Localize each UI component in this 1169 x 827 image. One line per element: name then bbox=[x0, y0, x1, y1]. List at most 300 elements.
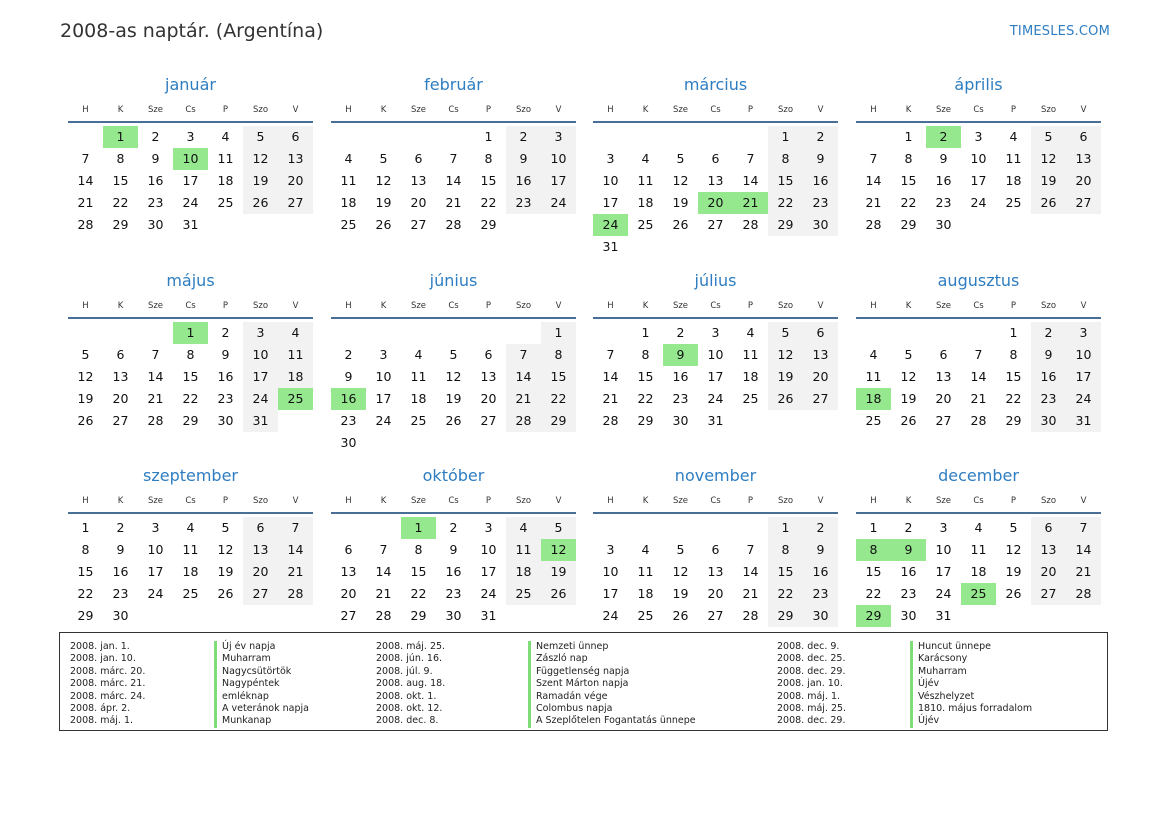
weekday-label: Sze bbox=[147, 496, 164, 506]
day-cell: 27 bbox=[112, 413, 129, 428]
legend-date: 2008. dec. 8. bbox=[376, 715, 439, 727]
month-block bbox=[593, 462, 838, 627]
month-block bbox=[856, 462, 1101, 627]
day-cell: 10 bbox=[602, 173, 619, 188]
day-cell: 17 bbox=[182, 173, 199, 188]
day-cell: 9 bbox=[1031, 344, 1066, 366]
month-name: november bbox=[674, 466, 757, 485]
day-cell: 29 bbox=[480, 217, 497, 232]
month-name: március bbox=[683, 75, 748, 94]
legend-holiday-name: Újév bbox=[910, 715, 1032, 727]
day-cell: 13 bbox=[410, 173, 427, 188]
day-cell: 21 bbox=[1066, 561, 1101, 583]
month-block bbox=[593, 71, 838, 258]
day-cell: 1 bbox=[869, 520, 878, 535]
day-cell: 20 bbox=[803, 366, 838, 388]
day-cell: 12 bbox=[77, 369, 94, 384]
day-cell: 2 bbox=[803, 126, 838, 148]
weekday-header bbox=[68, 490, 313, 514]
day-cell: 21 bbox=[77, 195, 94, 210]
day-cell: 26 bbox=[768, 388, 803, 410]
day-cell: 15 bbox=[768, 170, 803, 192]
day-cell: 18 bbox=[637, 195, 654, 210]
day-cell: 7 bbox=[974, 347, 983, 362]
legend-date: 2008. okt. 1. bbox=[376, 690, 437, 702]
month-block bbox=[331, 462, 576, 627]
day-cell: 30 bbox=[217, 413, 234, 428]
day-cell: 4 bbox=[344, 151, 353, 166]
day-cell: 5 bbox=[676, 151, 685, 166]
weekday-label: V bbox=[555, 301, 562, 311]
weekday-label: K bbox=[905, 105, 912, 115]
day-cell: 13 bbox=[935, 369, 952, 384]
month-name: január bbox=[165, 75, 216, 94]
day-cell: 12 bbox=[375, 173, 392, 188]
day-cell: 8 bbox=[414, 542, 423, 557]
legend-holiday-name: A veteránok napja bbox=[214, 703, 309, 715]
day-cell: 3 bbox=[151, 520, 160, 535]
day-cell: 19 bbox=[1005, 564, 1022, 579]
day-cell: 8 bbox=[768, 539, 803, 561]
day-cell: 2 bbox=[151, 129, 160, 144]
legend-holiday-name: Újév bbox=[910, 678, 1032, 690]
month-name: február bbox=[424, 75, 483, 94]
weekday-label: P bbox=[485, 496, 492, 506]
day-cell: 17 bbox=[970, 173, 987, 188]
holiday-day-cell: 1 bbox=[173, 322, 208, 344]
day-cell: 24 bbox=[375, 413, 392, 428]
day-cell: 4 bbox=[1009, 129, 1018, 144]
legend-holiday-name: Nemzeti ünnep bbox=[528, 641, 696, 653]
day-cell: 25 bbox=[865, 413, 882, 428]
day-cell: 24 bbox=[541, 192, 576, 214]
day-cell: 31 bbox=[602, 239, 619, 254]
day-cell: 17 bbox=[243, 366, 278, 388]
weekday-label: K bbox=[380, 301, 387, 311]
day-cell: 28 bbox=[77, 217, 94, 232]
day-cell: 12 bbox=[768, 344, 803, 366]
day-cell: 12 bbox=[672, 173, 689, 188]
day-cell: 7 bbox=[506, 344, 541, 366]
empty-cell bbox=[593, 126, 628, 148]
day-cell: 27 bbox=[243, 583, 278, 605]
weekday-label: Cs bbox=[448, 301, 459, 311]
empty-cell bbox=[506, 322, 541, 344]
days-grid bbox=[593, 126, 838, 258]
day-cell: 10 bbox=[147, 542, 164, 557]
weekday-label: Szo bbox=[1040, 301, 1057, 311]
day-cell: 17 bbox=[147, 564, 164, 579]
day-cell: 22 bbox=[182, 391, 199, 406]
day-cell: 12 bbox=[900, 369, 917, 384]
weekday-label: Szo bbox=[252, 105, 269, 115]
day-cell: 26 bbox=[900, 413, 917, 428]
day-cell: 8 bbox=[81, 542, 90, 557]
day-cell: 10 bbox=[602, 564, 619, 579]
weekday-label: Cs bbox=[185, 301, 196, 311]
legend-date: 2008. máj. 1. bbox=[777, 690, 841, 702]
day-cell: 21 bbox=[602, 391, 619, 406]
day-cell: 10 bbox=[1066, 344, 1101, 366]
day-cell: 15 bbox=[182, 369, 199, 384]
weekday-label: Sze bbox=[935, 496, 952, 506]
day-cell: 29 bbox=[112, 217, 129, 232]
weekday-label: Cs bbox=[710, 301, 721, 311]
day-cell: 29 bbox=[410, 608, 427, 623]
holiday-day-cell: 1 bbox=[401, 517, 436, 539]
day-cell: 4 bbox=[186, 520, 195, 535]
day-cell: 10 bbox=[375, 369, 392, 384]
empty-cell bbox=[68, 322, 103, 344]
day-cell: 10 bbox=[970, 151, 987, 166]
weekday-label: Szo bbox=[1040, 105, 1057, 115]
legend-holiday-name: Új év napja bbox=[214, 641, 309, 653]
day-cell: 14 bbox=[865, 173, 882, 188]
weekday-label: V bbox=[555, 105, 562, 115]
day-cell: 19 bbox=[375, 195, 392, 210]
legend-holiday-name: Zászló nap bbox=[528, 653, 696, 665]
day-cell: 22 bbox=[768, 583, 803, 605]
day-cell: 26 bbox=[541, 583, 576, 605]
day-cell: 13 bbox=[243, 539, 278, 561]
day-cell: 22 bbox=[1005, 391, 1022, 406]
day-cell: 13 bbox=[1066, 148, 1101, 170]
month-name: augusztus bbox=[937, 271, 1020, 290]
day-cell: 28 bbox=[375, 608, 392, 623]
holiday-day-cell: 21 bbox=[733, 192, 768, 214]
weekday-label: K bbox=[117, 105, 124, 115]
day-cell: 13 bbox=[340, 564, 357, 579]
day-cell: 26 bbox=[243, 192, 278, 214]
weekday-label: P bbox=[1010, 496, 1017, 506]
month-name: szeptember bbox=[142, 466, 238, 485]
day-cell: 28 bbox=[602, 413, 619, 428]
weekday-label: V bbox=[817, 105, 824, 115]
legend-date: 2008. máj. 25. bbox=[777, 702, 847, 714]
day-cell: 28 bbox=[147, 413, 164, 428]
empty-cell bbox=[401, 126, 436, 148]
day-cell: 11 bbox=[182, 542, 199, 557]
day-cell: 12 bbox=[672, 564, 689, 579]
day-cell: 16 bbox=[445, 564, 462, 579]
day-cell: 13 bbox=[707, 564, 724, 579]
day-cell: 30 bbox=[803, 605, 838, 627]
day-cell: 16 bbox=[935, 173, 952, 188]
day-cell: 26 bbox=[672, 217, 689, 232]
weekday-label: V bbox=[292, 496, 299, 506]
weekday-header bbox=[68, 295, 313, 319]
day-cell: 11 bbox=[1005, 151, 1022, 166]
day-cell: 24 bbox=[243, 388, 278, 410]
day-cell: 14 bbox=[445, 173, 462, 188]
holiday-day-cell: 10 bbox=[173, 148, 208, 170]
day-cell: 11 bbox=[865, 369, 882, 384]
day-cell: 4 bbox=[506, 517, 541, 539]
day-cell: 7 bbox=[869, 151, 878, 166]
day-cell: 3 bbox=[1066, 322, 1101, 344]
legend-holiday-name: Munkanap bbox=[214, 715, 309, 727]
day-cell: 27 bbox=[278, 192, 313, 214]
weekday-label: Szo bbox=[515, 496, 532, 506]
day-cell: 4 bbox=[974, 520, 983, 535]
legend-holiday-name: Colombus napja bbox=[528, 703, 696, 715]
legend-date: 2008. márc. 24. bbox=[70, 690, 146, 702]
day-cell: 14 bbox=[147, 369, 164, 384]
day-cell: 16 bbox=[1031, 366, 1066, 388]
day-cell: 28 bbox=[970, 413, 987, 428]
day-cell: 3 bbox=[243, 322, 278, 344]
day-cell: 23 bbox=[445, 586, 462, 601]
weekday-label: Cs bbox=[973, 301, 984, 311]
legend-date: 2008. okt. 12. bbox=[376, 702, 443, 714]
weekday-label: H bbox=[82, 105, 89, 115]
day-cell: 3 bbox=[379, 347, 388, 362]
day-cell: 23 bbox=[935, 195, 952, 210]
day-cell: 4 bbox=[414, 347, 423, 362]
day-cell: 8 bbox=[116, 151, 125, 166]
empty-cell bbox=[401, 322, 436, 344]
day-cell: 21 bbox=[445, 195, 462, 210]
day-cell: 11 bbox=[637, 173, 654, 188]
day-cell: 24 bbox=[602, 608, 619, 623]
legend-date: 2008. jan. 1. bbox=[70, 641, 130, 652]
day-cell: 11 bbox=[742, 347, 759, 362]
day-cell: 23 bbox=[112, 586, 129, 601]
days-grid bbox=[68, 126, 313, 236]
day-cell: 15 bbox=[900, 173, 917, 188]
day-cell: 30 bbox=[147, 217, 164, 232]
site-link[interactable]: TIMESLES.COM bbox=[1009, 24, 1110, 39]
day-cell: 16 bbox=[803, 170, 838, 192]
weekday-label: H bbox=[345, 105, 352, 115]
legend-holiday-name: Nagycsütörtök bbox=[214, 666, 309, 678]
day-cell: 27 bbox=[1066, 192, 1101, 214]
weekday-label: V bbox=[1080, 105, 1087, 115]
weekday-label: V bbox=[817, 301, 824, 311]
empty-cell bbox=[366, 126, 401, 148]
day-cell: 1 bbox=[641, 325, 650, 340]
day-cell: 7 bbox=[606, 347, 615, 362]
day-cell: 25 bbox=[410, 413, 427, 428]
day-cell: 2 bbox=[344, 347, 353, 362]
weekday-label: Szo bbox=[1040, 496, 1057, 506]
weekday-label: Cs bbox=[973, 496, 984, 506]
day-cell: 8 bbox=[541, 344, 576, 366]
weekday-label: H bbox=[345, 301, 352, 311]
day-cell: 18 bbox=[742, 369, 759, 384]
weekday-label: Cs bbox=[448, 496, 459, 506]
day-cell: 17 bbox=[602, 586, 619, 601]
month-block bbox=[331, 71, 576, 236]
day-cell: 16 bbox=[803, 561, 838, 583]
empty-cell bbox=[733, 126, 768, 148]
weekday-label: Sze bbox=[147, 301, 164, 311]
weekday-header bbox=[68, 99, 313, 123]
legend-dates-1 bbox=[70, 641, 145, 728]
day-cell: 31 bbox=[935, 608, 952, 623]
month-name: október bbox=[422, 466, 485, 485]
empty-cell bbox=[856, 322, 891, 344]
weekday-label: P bbox=[222, 301, 229, 311]
legend-date: 2008. júl. 9. bbox=[376, 665, 433, 677]
day-cell: 19 bbox=[77, 391, 94, 406]
weekday-label: H bbox=[82, 496, 89, 506]
day-cell: 19 bbox=[1031, 170, 1066, 192]
day-cell: 25 bbox=[637, 217, 654, 232]
day-cell: 25 bbox=[217, 195, 234, 210]
empty-cell bbox=[926, 322, 961, 344]
day-cell: 13 bbox=[1031, 539, 1066, 561]
day-cell: 25 bbox=[340, 217, 357, 232]
day-cell: 15 bbox=[541, 366, 576, 388]
day-cell: 5 bbox=[1031, 126, 1066, 148]
legend-holiday-name: 1810. május forradalom bbox=[910, 703, 1032, 715]
day-cell: 17 bbox=[1066, 366, 1101, 388]
legend-date: 2008. máj. 25. bbox=[376, 641, 446, 652]
weekday-label: P bbox=[222, 496, 229, 506]
day-cell: 7 bbox=[746, 542, 755, 557]
day-cell: 24 bbox=[147, 586, 164, 601]
month-name: április bbox=[954, 75, 1003, 94]
day-cell: 8 bbox=[904, 151, 913, 166]
day-cell: 6 bbox=[803, 322, 838, 344]
day-cell: 12 bbox=[1005, 542, 1022, 557]
day-cell: 11 bbox=[637, 564, 654, 579]
day-cell: 14 bbox=[742, 564, 759, 579]
day-cell: 11 bbox=[340, 173, 357, 188]
day-cell: 31 bbox=[182, 217, 199, 232]
day-cell: 7 bbox=[278, 517, 313, 539]
holiday-day-cell: 9 bbox=[891, 539, 926, 561]
weekday-label: P bbox=[485, 301, 492, 311]
day-cell: 1 bbox=[81, 520, 90, 535]
day-cell: 9 bbox=[116, 542, 125, 557]
weekday-label: K bbox=[905, 496, 912, 506]
day-cell: 20 bbox=[410, 195, 427, 210]
day-cell: 22 bbox=[77, 586, 94, 601]
weekday-header bbox=[593, 99, 838, 123]
day-cell: 7 bbox=[151, 347, 160, 362]
legend-holiday-name: Karácsony bbox=[910, 653, 1032, 665]
day-cell: 8 bbox=[1009, 347, 1018, 362]
holiday-legend bbox=[59, 632, 1108, 731]
empty-cell bbox=[138, 322, 173, 344]
day-cell: 9 bbox=[803, 539, 838, 561]
day-cell: 21 bbox=[742, 586, 759, 601]
day-cell: 21 bbox=[865, 195, 882, 210]
day-cell: 18 bbox=[1005, 173, 1022, 188]
weekday-label: V bbox=[555, 496, 562, 506]
day-cell: 8 bbox=[768, 148, 803, 170]
day-cell: 29 bbox=[1005, 413, 1022, 428]
day-cell: 24 bbox=[970, 195, 987, 210]
weekday-label: Szo bbox=[777, 301, 794, 311]
holiday-day-cell: 25 bbox=[278, 388, 313, 410]
day-cell: 15 bbox=[865, 564, 882, 579]
day-cell: 24 bbox=[1066, 388, 1101, 410]
legend-holiday-name: emléknap bbox=[214, 691, 309, 703]
day-cell: 20 bbox=[340, 586, 357, 601]
day-cell: 4 bbox=[869, 347, 878, 362]
legend-names-3 bbox=[910, 641, 1032, 728]
holiday-day-cell: 12 bbox=[541, 539, 576, 561]
empty-cell bbox=[663, 517, 698, 539]
weekday-label: Cs bbox=[973, 105, 984, 115]
day-cell: 21 bbox=[278, 561, 313, 583]
day-cell: 15 bbox=[637, 369, 654, 384]
day-cell: 18 bbox=[278, 366, 313, 388]
empty-cell bbox=[593, 517, 628, 539]
day-cell: 15 bbox=[410, 564, 427, 579]
weekday-label: Cs bbox=[710, 496, 721, 506]
weekday-label: Cs bbox=[710, 105, 721, 115]
legend-date: 2008. márc. 20. bbox=[70, 665, 146, 677]
day-cell: 6 bbox=[711, 542, 720, 557]
day-cell: 3 bbox=[541, 126, 576, 148]
day-cell: 27 bbox=[707, 608, 724, 623]
day-cell: 18 bbox=[410, 391, 427, 406]
day-cell: 29 bbox=[768, 214, 803, 236]
weekday-label: Sze bbox=[672, 301, 689, 311]
empty-cell bbox=[366, 322, 401, 344]
legend-date: 2008. dec. 29. bbox=[777, 715, 846, 727]
weekday-label: V bbox=[1080, 301, 1087, 311]
day-cell: 6 bbox=[1031, 517, 1066, 539]
weekday-header bbox=[331, 99, 576, 123]
weekday-label: Szo bbox=[515, 301, 532, 311]
days-grid bbox=[856, 126, 1101, 236]
day-cell: 12 bbox=[217, 542, 234, 557]
day-cell: 2 bbox=[116, 520, 125, 535]
day-cell: 29 bbox=[768, 605, 803, 627]
day-cell: 19 bbox=[672, 586, 689, 601]
holiday-day-cell: 24 bbox=[593, 214, 628, 236]
day-cell: 1 bbox=[768, 126, 803, 148]
empty-cell bbox=[593, 322, 628, 344]
day-cell: 2 bbox=[1031, 322, 1066, 344]
day-cell: 14 bbox=[278, 539, 313, 561]
weekday-label: H bbox=[870, 301, 877, 311]
empty-cell bbox=[366, 517, 401, 539]
month-block bbox=[68, 462, 313, 627]
month-block bbox=[331, 267, 576, 454]
day-cell: 19 bbox=[445, 391, 462, 406]
legend-holiday-name: Függetlenség napja bbox=[528, 666, 696, 678]
day-cell: 19 bbox=[541, 561, 576, 583]
weekday-label: Sze bbox=[410, 496, 427, 506]
empty-cell bbox=[663, 126, 698, 148]
empty-cell bbox=[471, 322, 506, 344]
day-cell: 16 bbox=[112, 564, 129, 579]
legend-date: 2008. jún. 16. bbox=[376, 653, 443, 665]
day-cell: 6 bbox=[711, 151, 720, 166]
month-block bbox=[68, 71, 313, 236]
day-cell: 17 bbox=[541, 170, 576, 192]
weekday-label: Sze bbox=[672, 496, 689, 506]
weekday-label: H bbox=[607, 105, 614, 115]
day-cell: 22 bbox=[480, 195, 497, 210]
day-cell: 20 bbox=[480, 391, 497, 406]
day-cell: 29 bbox=[637, 413, 654, 428]
day-cell: 26 bbox=[375, 217, 392, 232]
day-cell: 16 bbox=[900, 564, 917, 579]
day-cell: 28 bbox=[865, 217, 882, 232]
day-cell: 21 bbox=[970, 391, 987, 406]
day-cell: 13 bbox=[278, 148, 313, 170]
holiday-day-cell: 20 bbox=[698, 192, 733, 214]
weekday-label: Sze bbox=[410, 105, 427, 115]
day-cell: 30 bbox=[672, 413, 689, 428]
